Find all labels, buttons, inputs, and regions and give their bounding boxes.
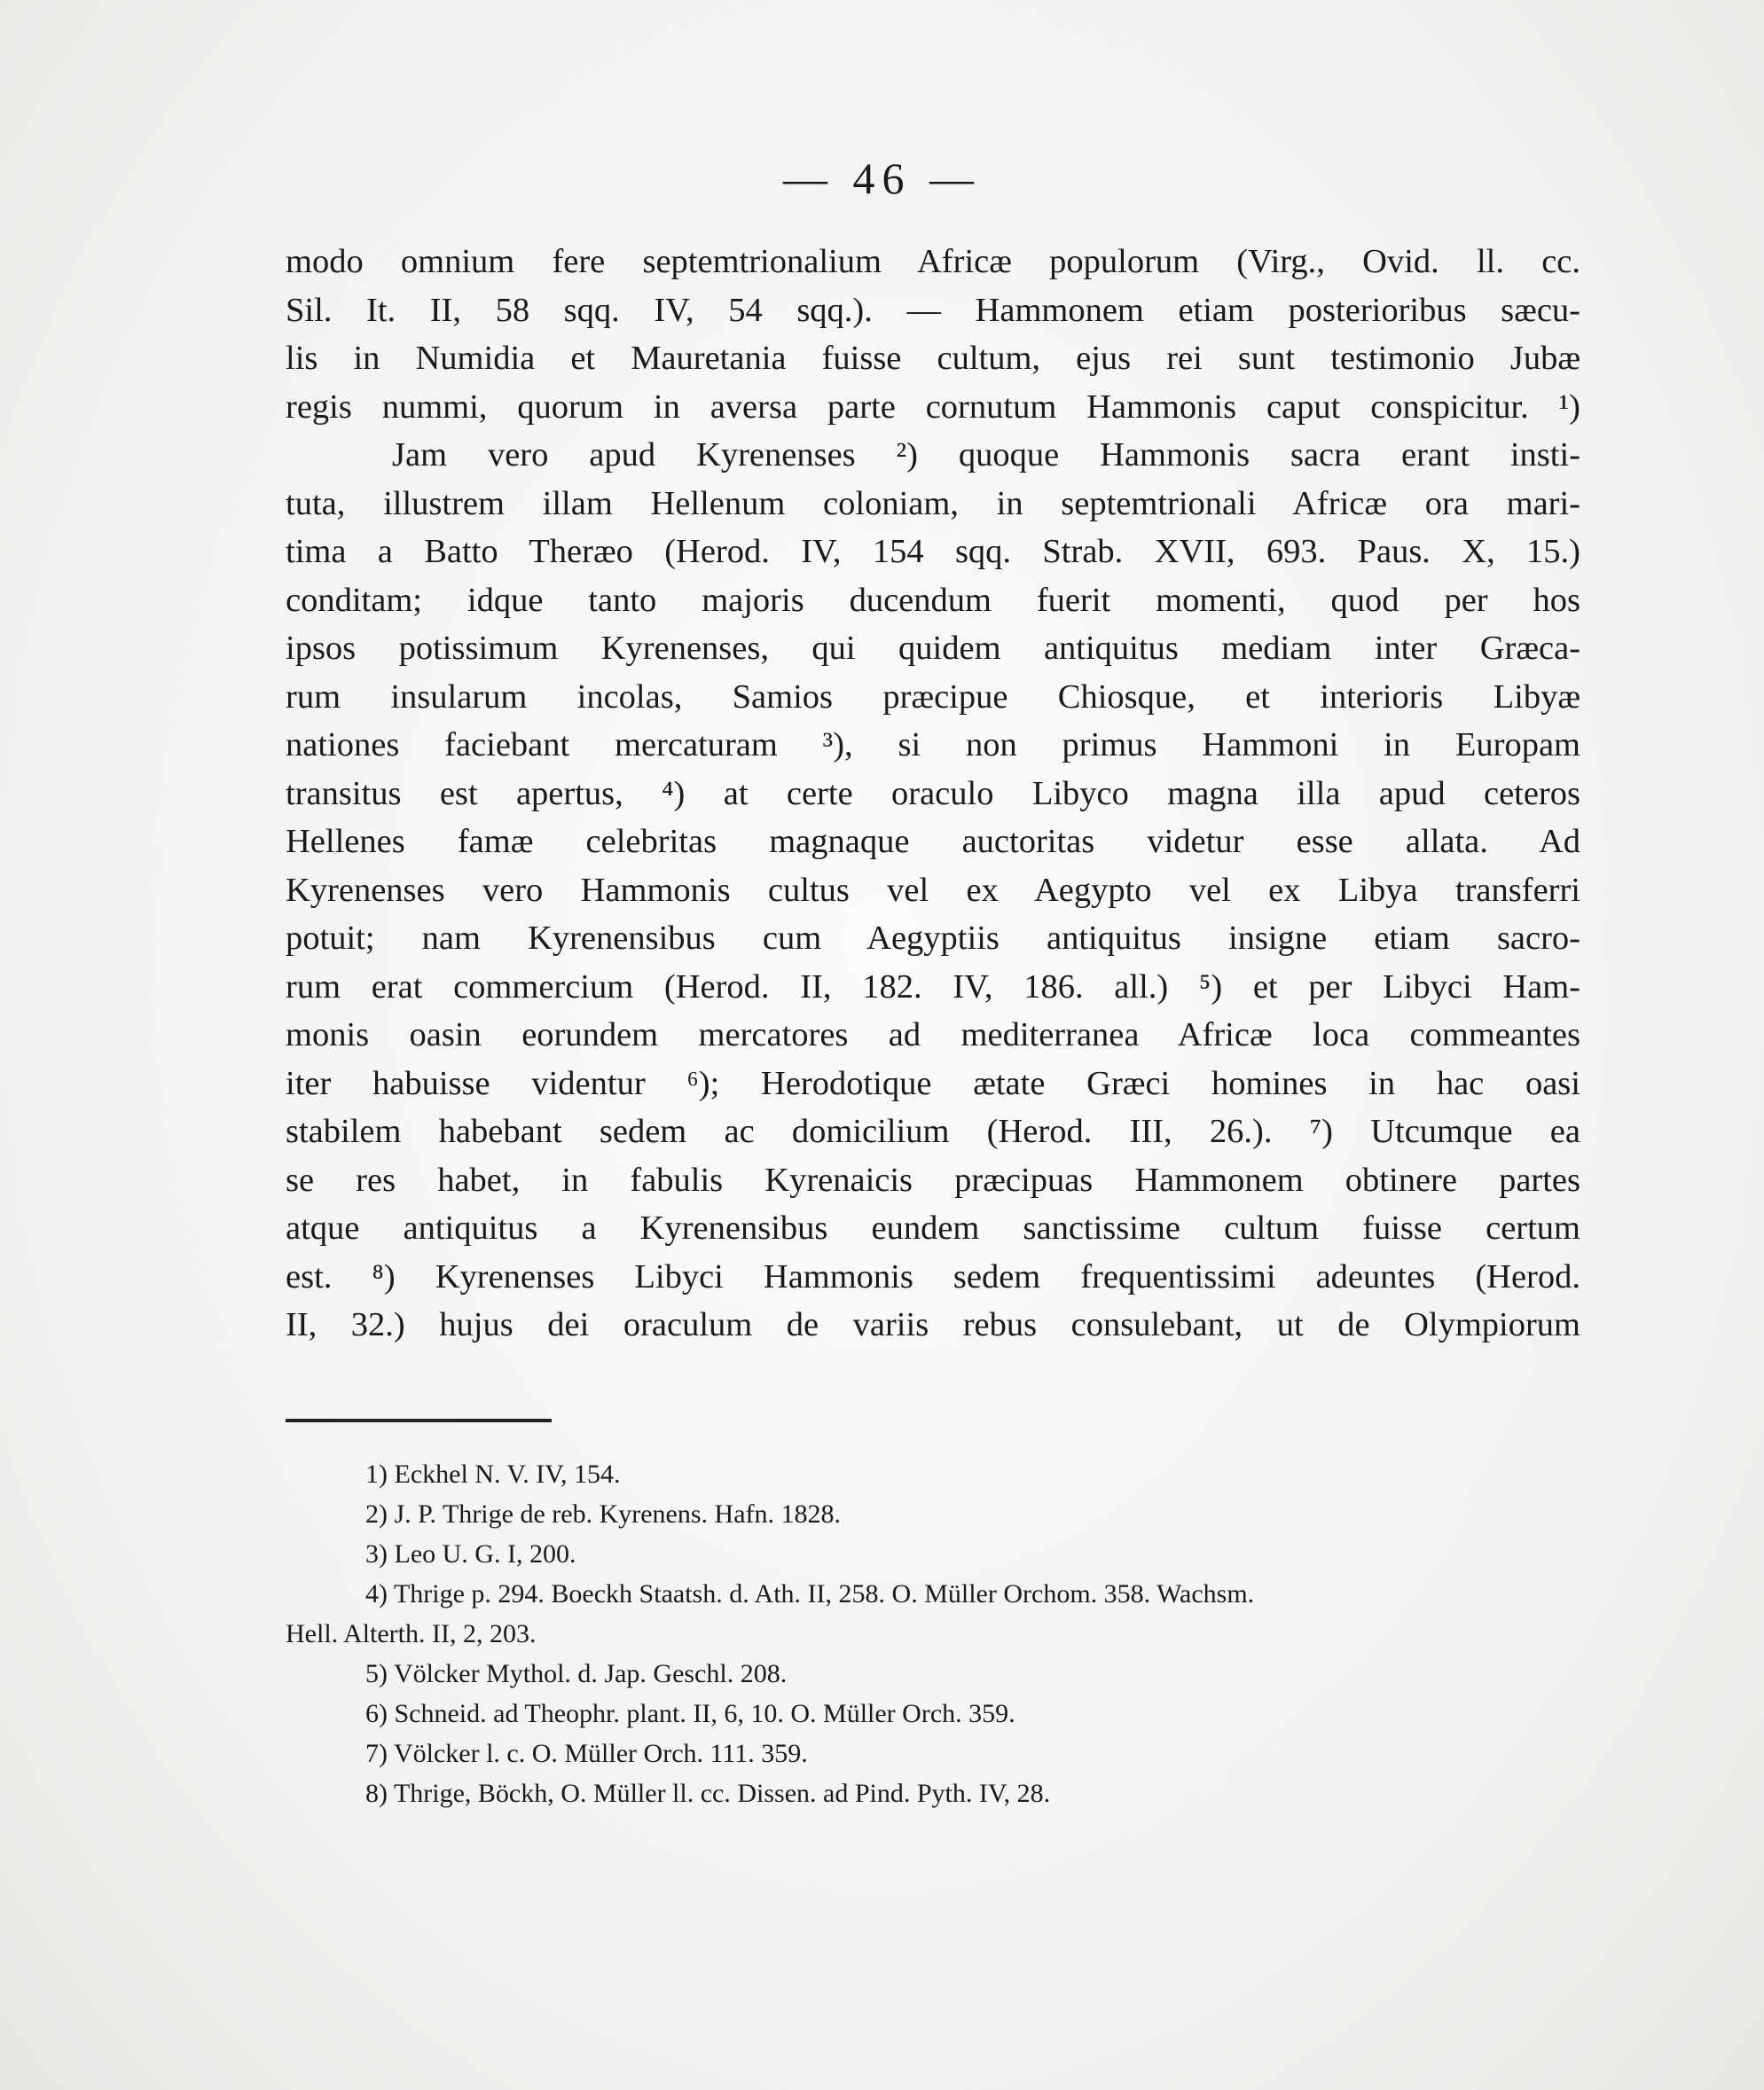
footnotes [286,1454,1580,1813]
text-line: tima a Batto Theræo (Herod. IV, 154 sqq. Strab. XVII, 693. Paus. X, 15.) [286,533,1580,570]
text-line: iter habuisse videntur ⁶); Herodotique ætate Græci homines in hac oasi [286,1064,1580,1102]
footnote-rule [286,1419,552,1422]
page-number: — 46 — [783,153,981,203]
footnote: 8) Thrige, Böckh, O. Müller ll. cc. Dissen. ad Pind. Pyth. IV, 28. [365,1779,1051,1808]
text-line: atque antiquitus a Kyrenensibus eundem sanctissime cultum fuisse certum [286,1209,1580,1247]
footnote: 2) J. P. Thrige de reb. Kyrenens. Hafn. 1828. [365,1499,842,1529]
text-line: nationes faciebant mercaturam ³), si non primus Hammoni in Europam [286,726,1580,763]
footnote: 7) Völcker l. c. O. Müller Orch. 111. 359. [365,1739,808,1768]
text-line: conditam; idque tanto majoris ducendum fuerit momenti, quod per hos [286,581,1580,619]
text-line: regis nummi, quorum in aversa parte cornutum Hammonis caput conspicitur. ¹) [286,387,1580,426]
text-line: se res habet, in fabulis Kyrenaicis præcipuas Hammonem obtinere partes [286,1161,1580,1199]
footnote-continuation: Hell. Alterth. II, 2, 203. [286,1619,537,1648]
text-line: rum erat commercium (Herod. II, 182. IV, 186. all.) ⁵) et per Libyci Ham- [286,967,1580,1006]
footnote: 3) Leo U. G. I, 200. [365,1539,576,1569]
text-line: monis oasin eorundem mercatores ad mediterranea Africæ loca commeantes [286,1016,1580,1053]
text-line: Jam vero apud Kyrenenses ²) quoque Hammonis sacra erant insti- [392,436,1580,474]
main-text [286,238,1580,1350]
text-line: lis in Numidia et Mauretania fuisse cultum, ejus rei sunt testimonio Jubæ [286,340,1580,377]
text-line: Hellenes famæ celebritas magnaque auctoritas videtur esse allata. Ad [286,823,1580,860]
footnote: 6) Schneid. ad Theophr. plant. II, 6, 10. O. Müller Orch. 359. [365,1699,1015,1728]
text-line: est. ⁸) Kyrenenses Libyci Hammonis sedem frequentissimi adeuntes (Herod. [286,1257,1580,1295]
text-line: Kyrenenses vero Hammonis cultus vel ex Aegypto vel ex Libya transferri [286,871,1580,909]
text-line: Sil. It. II, 58 sqq. IV, 54 sqq.). — Hammonem etiam posterioribus sæcu- [286,291,1580,329]
footnote: 4) Thrige p. 294. Boeckh Staatsh. d. Ath. II, 258. O. Müller Orchom. 358. Wachsm. [365,1579,1255,1609]
text-line: stabilem habebant sedem ac domicilium (Herod. III, 26.). ⁷) Utcumque ea [286,1113,1580,1150]
text-line: modo omnium fere septemtrionalium Africæ populorum (Virg., Ovid. ll. cc. [286,243,1580,280]
text-line: potuit; nam Kyrenensibus cum Aegyptiis antiquitus insigne etiam sacro- [286,920,1580,957]
text-line: rum insularum incolas, Samios præcipue Chiosque, et interioris Libyæ [286,677,1580,716]
text-line: ipsos potissimum Kyrenenses, qui quidem antiquitus mediam inter Græca- [286,630,1580,667]
footnote: 5) Völcker Mythol. d. Jap. Geschl. 208. [365,1659,788,1688]
text-line: tuta, illustrem illam Hellenum coloniam, in septemtrionali Africæ ora mari- [286,484,1580,522]
text-line: transitus est apertus, ⁴) at certe oraculo Libyco magna illa apud ceteros [286,774,1580,812]
footnote: 1) Eckhel N. V. IV, 154. [365,1460,621,1489]
text-line: II, 32.) hujus dei oraculum de variis rebus consulebant, ut de Olympiorum [286,1306,1580,1343]
